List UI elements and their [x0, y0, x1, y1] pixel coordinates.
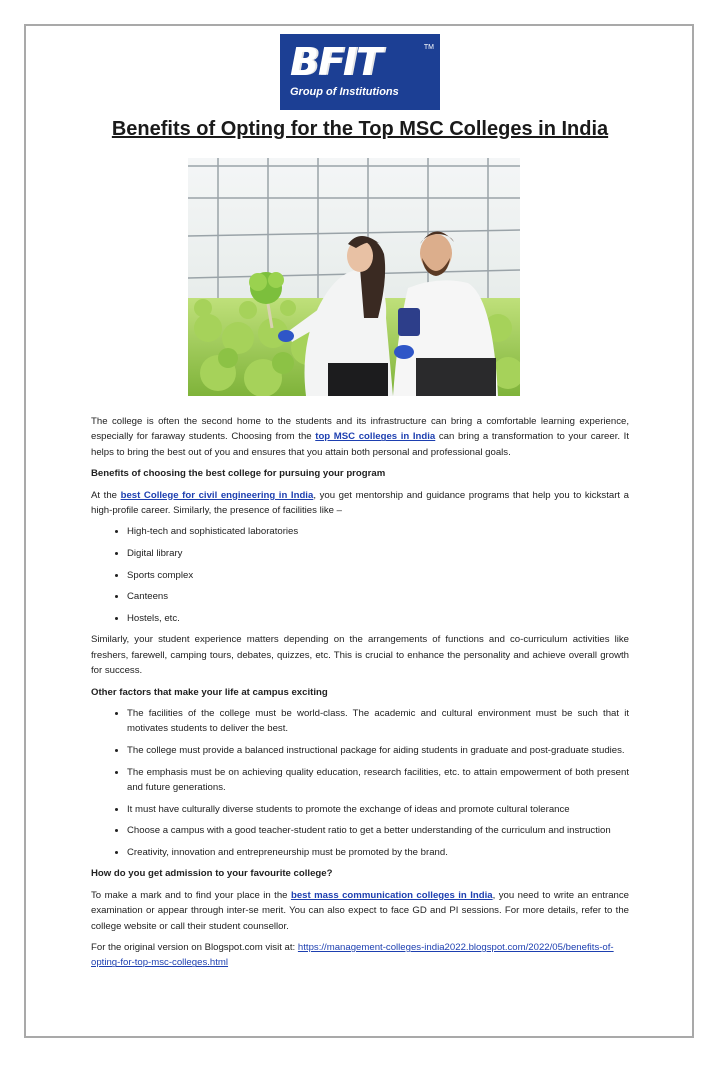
list-item: • Choose a campus with a good teacher-student ratio to get a better understanding of the curriculum and instruction — [127, 823, 629, 838]
intro-text-start: The college is often the second home to the students and its infrastructure can bring a comfortable learning experience, especially for faraway students. Choosing from the — [91, 416, 629, 443]
intro-paragraph — [91, 414, 629, 460]
section-heading-campus: Other factors that make your life at campus exciting — [91, 686, 328, 698]
section-heading-admission: How do you get admission to your favourite college? — [91, 868, 333, 880]
facilities-list — [91, 524, 629, 626]
list-item: • The facilities of the college must be world-class. The academic and cultural environment must be such that it motivates students to deliver the best. — [127, 706, 629, 737]
section-heading-benefits: Benefits of choosing the best college for pursuing your program — [91, 468, 386, 480]
admission-paragraph — [91, 888, 629, 934]
list-item: • Canteens — [127, 589, 629, 604]
logo-trademark: TM — [423, 44, 434, 51]
list-item: • The emphasis must be on achieving quality education, research facilities, etc. to attain empowerment of both present and future generations. — [127, 765, 629, 796]
logo-wordmark: BFIT — [290, 40, 381, 84]
student-experience-paragraph: Similarly, your student experience matters depending on the arrangements of functions and co-curriculum activities like freshers, farewell, camping tours, debates, quizzes, etc. This is crucial to enhance the personality and achieve overall growth for success. — [91, 634, 629, 677]
article-body — [91, 414, 629, 977]
list-item: • Sports complex — [127, 568, 629, 583]
page-title: Benefits of Opting for the Top MSC Colleges in India — [111, 118, 609, 140]
mentorship-text-start: At the — [91, 489, 121, 501]
mentorship-text-end: , you get mentorship and guidance programs that help you to kickstart a high-profile career. Similarly, the presence of facilities like – — [91, 489, 629, 517]
admission-text-start: To make a mark and to find your place in the — [91, 889, 291, 901]
factors-list — [91, 706, 629, 860]
list-item: • The college must provide a balanced instructional package for aiding students in graduate and post-graduate studies. — [127, 743, 629, 758]
admission-text-end: , you need to write an entrance examination or appear through inter-se merit. You can also expect to face GD and PI sessions. For more details, refer to the college website or call their student counsellor. — [91, 889, 629, 932]
intro-text-end: can bring a transformation to your career. It helps to bring the best out of you and ensures that you attain both personal and professional goals. — [91, 431, 629, 458]
mass-communication-college-link[interactable]: best mass communication colleges in India — [290, 889, 493, 901]
list-item: • Digital library — [127, 546, 629, 561]
bfit-logo — [280, 34, 440, 110]
greenhouse-photo — [188, 158, 520, 396]
list-item: • It must have culturally diverse students to promote the exchange of ideas and promote cultural tolerance — [127, 802, 629, 817]
source-text: For the original version on Blogspot.com visit at: — [91, 942, 298, 954]
top-msc-colleges-link[interactable]: top MSC colleges in India — [315, 431, 436, 443]
civil-engineering-college-link[interactable]: best College for civil engineering in India — [120, 489, 314, 501]
mentorship-paragraph — [91, 488, 629, 519]
list-item: • Hostels, etc. — [127, 611, 629, 626]
list-item: • High-tech and sophisticated laboratories — [127, 524, 629, 539]
source-paragraph — [91, 940, 629, 971]
blogspot-source-link[interactable]: https://management-colleges-india2022.blogspot.com/2022/05/benefits-of-opting-for-top-msc-colleges.html — [91, 942, 614, 969]
list-item: • Creativity, innovation and entrepreneurship must be promoted by the brand. — [127, 845, 629, 860]
logo-subtitle: Group of Institutions — [290, 86, 399, 98]
